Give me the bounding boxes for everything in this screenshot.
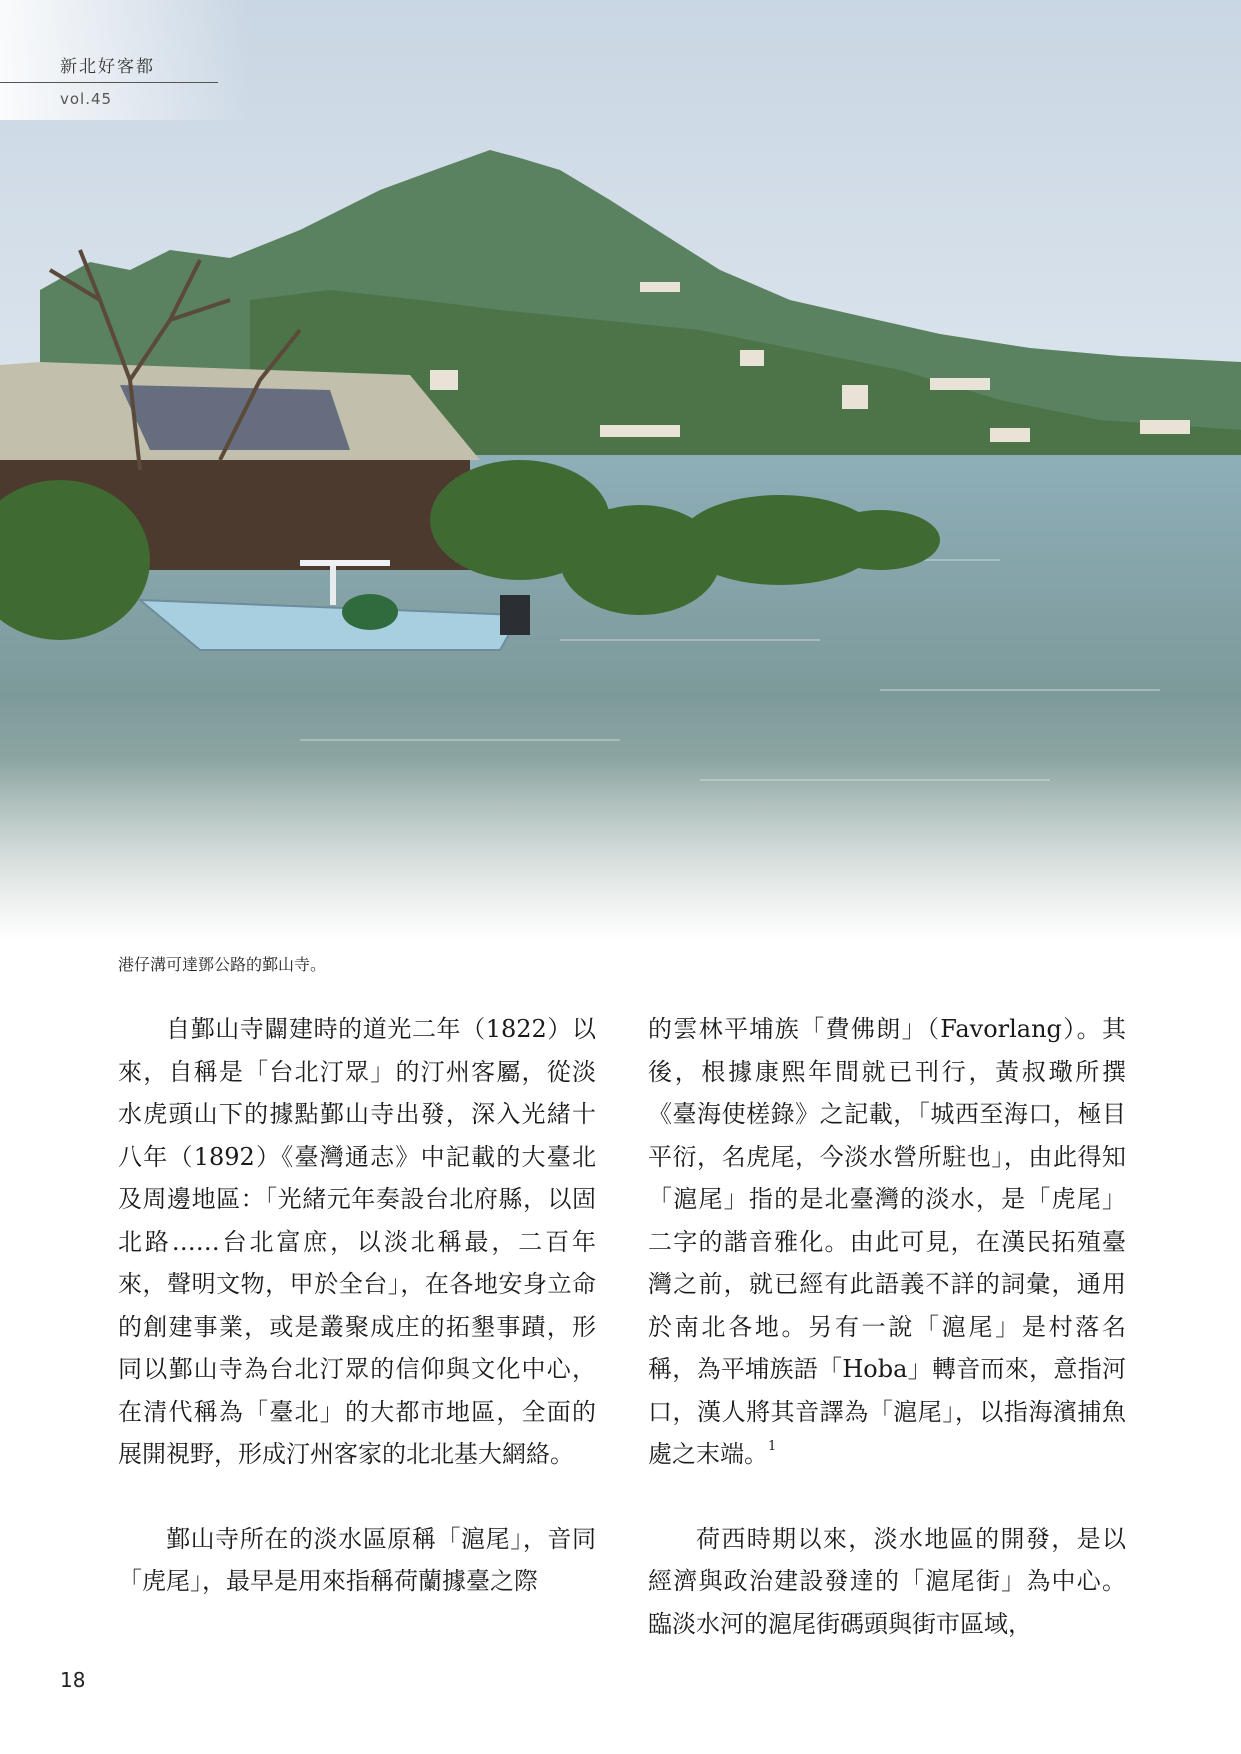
footnote-reference: 1 [768,1439,777,1454]
header-divider [0,82,218,83]
paragraph: 荷西時期以來，淡水地區的開發，是以經濟與政治建設發達的「滬尾街」為中心。臨淡水河的滬尾街碼頭與街市區域， [648,1524,1126,1638]
photo-caption: 港仔溝可達鄧公路的鄞山寺。 [118,955,327,974]
article-left-column [118,1008,596,1603]
paragraph-text: 的雲林平埔族「費佛朗」（Favorlang）。其後，根據康熙年間就已刊行，黃叔璥所撰《臺海使槎錄》之記載，「城西至海口，極目平衍，名虎尾，今淡水營所駐也」，由此得知「滬尾」指的是北臺灣的淡水，是「虎尾」二字的諧音雅化。由此可見，在漢民拓殖臺灣之前，就已經有此語義不詳的詞彙，通用於南北各地。另有一說「滬尾」是村落名稱，為平埔族語「Hoba」轉音而來，意指河口，漢人將其音譯為「滬尾」，以指海濱捕魚處之末端。 [648,1015,1126,1468]
paragraph: 自鄞山寺闢建時的道光二年（1822）以來，自稱是「台北汀眾」的汀州客屬，從淡水虎頭山下的據點鄞山寺出發，深入光緒十八年（1892）《臺灣通志》中記載的大臺北及周邊地區：「光緒元年奏設台北府縣，以固北路……台北富庶，以淡北稱最，二百年來，聲明文物，甲於全台」，在各地安身立命的創建事業，或是叢聚成庄的拓墾事蹟，形同以鄞山寺為台北汀眾的信仰與文化中心，在清代稱為「臺北」的大都市地區，全面的展開視野，形成汀州客家的北北基大網絡。 [118,1015,596,1468]
paragraph [648,1008,1126,1476]
paragraph: 鄞山寺所在的淡水區原稱「滬尾」，音同「虎尾」，最早是用來指稱荷蘭據臺之際 [118,1524,596,1595]
page-number: 18 [60,1668,86,1692]
article-right-column [648,1008,1126,1645]
issue-number: vol.45 [60,90,113,108]
magazine-title: 新北好客都 [60,57,155,77]
